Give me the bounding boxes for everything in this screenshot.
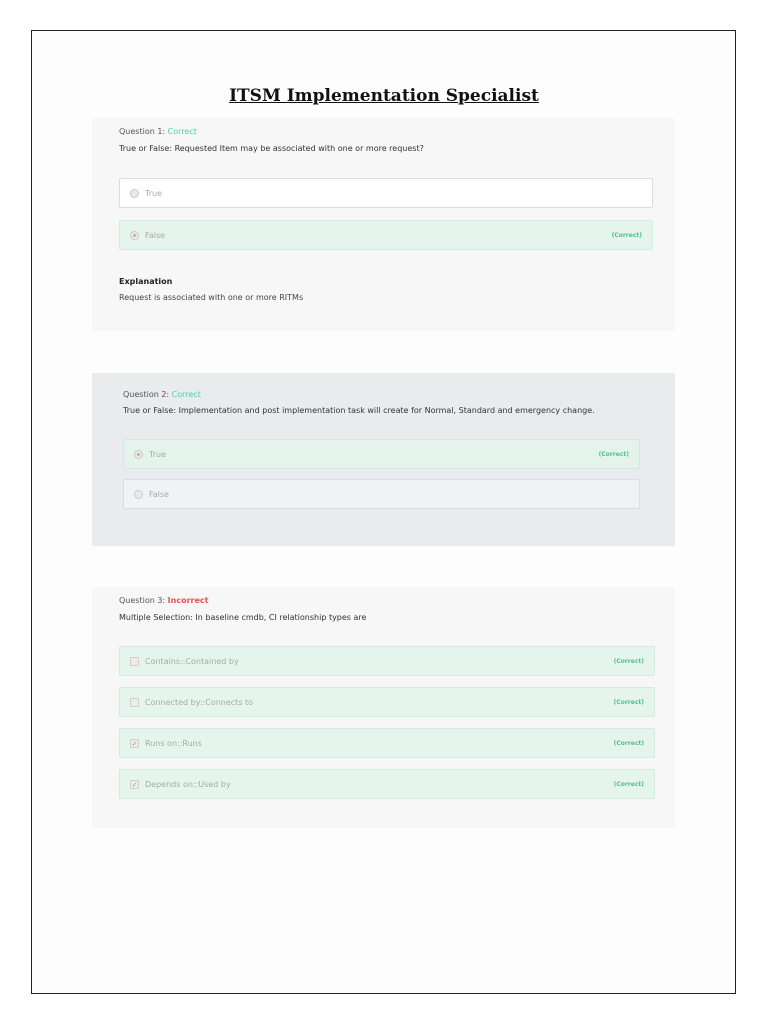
- checkbox-checked[interactable]: ✓: [131, 780, 138, 789]
- status-badge: Correct: [171, 390, 201, 399]
- radio-button-selected[interactable]: [134, 450, 143, 459]
- option-true[interactable]: [119, 178, 653, 208]
- question-number: Question 1:: [119, 127, 166, 136]
- radio-button[interactable]: [130, 189, 139, 198]
- option-false[interactable]: [119, 220, 653, 250]
- checkbox-checked[interactable]: ✓: [131, 739, 138, 748]
- correct-tag: (Correct): [613, 781, 644, 788]
- option-false[interactable]: [123, 479, 640, 509]
- checkbox[interactable]: [130, 657, 139, 666]
- correct-tag: (Correct): [598, 451, 629, 458]
- checkbox[interactable]: [130, 698, 139, 707]
- option-label: False: [145, 230, 166, 240]
- option-label: Runs on::Runs: [145, 738, 202, 748]
- question-header: [123, 390, 201, 399]
- question-card-2: [92, 373, 675, 546]
- option-label: Connected by::Connects to: [145, 697, 254, 707]
- option-contains[interactable]: [119, 646, 655, 676]
- option-connected-by[interactable]: [119, 687, 655, 717]
- question-card-3: [92, 587, 675, 828]
- option-label: True: [145, 188, 162, 198]
- question-text: True or False: Implementation and post implementation task will create for Normal, Standard and emergency change.: [123, 406, 595, 415]
- question-text: Multiple Selection: In baseline cmdb, CI relationship types are: [119, 613, 367, 622]
- question-card-1: [92, 118, 675, 331]
- explanation-heading: Explanation: [119, 277, 173, 286]
- page-title: ITSM Implementation Specialist: [229, 86, 539, 106]
- option-label: Contains::Contained by: [145, 656, 239, 666]
- option-depends-on[interactable]: [119, 769, 655, 799]
- option-label: Depends on::Used by: [145, 779, 231, 789]
- question-header: [119, 127, 197, 136]
- option-label: True: [149, 449, 166, 459]
- question-number: Question 2:: [123, 390, 170, 399]
- option-runs-on[interactable]: [119, 728, 655, 758]
- radio-button-selected[interactable]: [130, 231, 139, 240]
- correct-tag: (Correct): [613, 699, 644, 706]
- correct-tag: (Correct): [613, 658, 644, 665]
- question-number: Question 3:: [119, 596, 166, 605]
- question-header: [119, 596, 208, 605]
- correct-tag: (Correct): [613, 740, 644, 747]
- status-badge: Correct: [167, 127, 197, 136]
- status-badge: Incorrect: [167, 596, 209, 605]
- question-text: True or False: Requested Item may be associated with one or more request?: [119, 144, 424, 153]
- option-label: False: [149, 489, 170, 499]
- correct-tag: (Correct): [611, 232, 642, 239]
- explanation-text: Request is associated with one or more RITMs: [119, 293, 304, 302]
- radio-button[interactable]: [134, 490, 143, 499]
- option-true[interactable]: [123, 439, 640, 469]
